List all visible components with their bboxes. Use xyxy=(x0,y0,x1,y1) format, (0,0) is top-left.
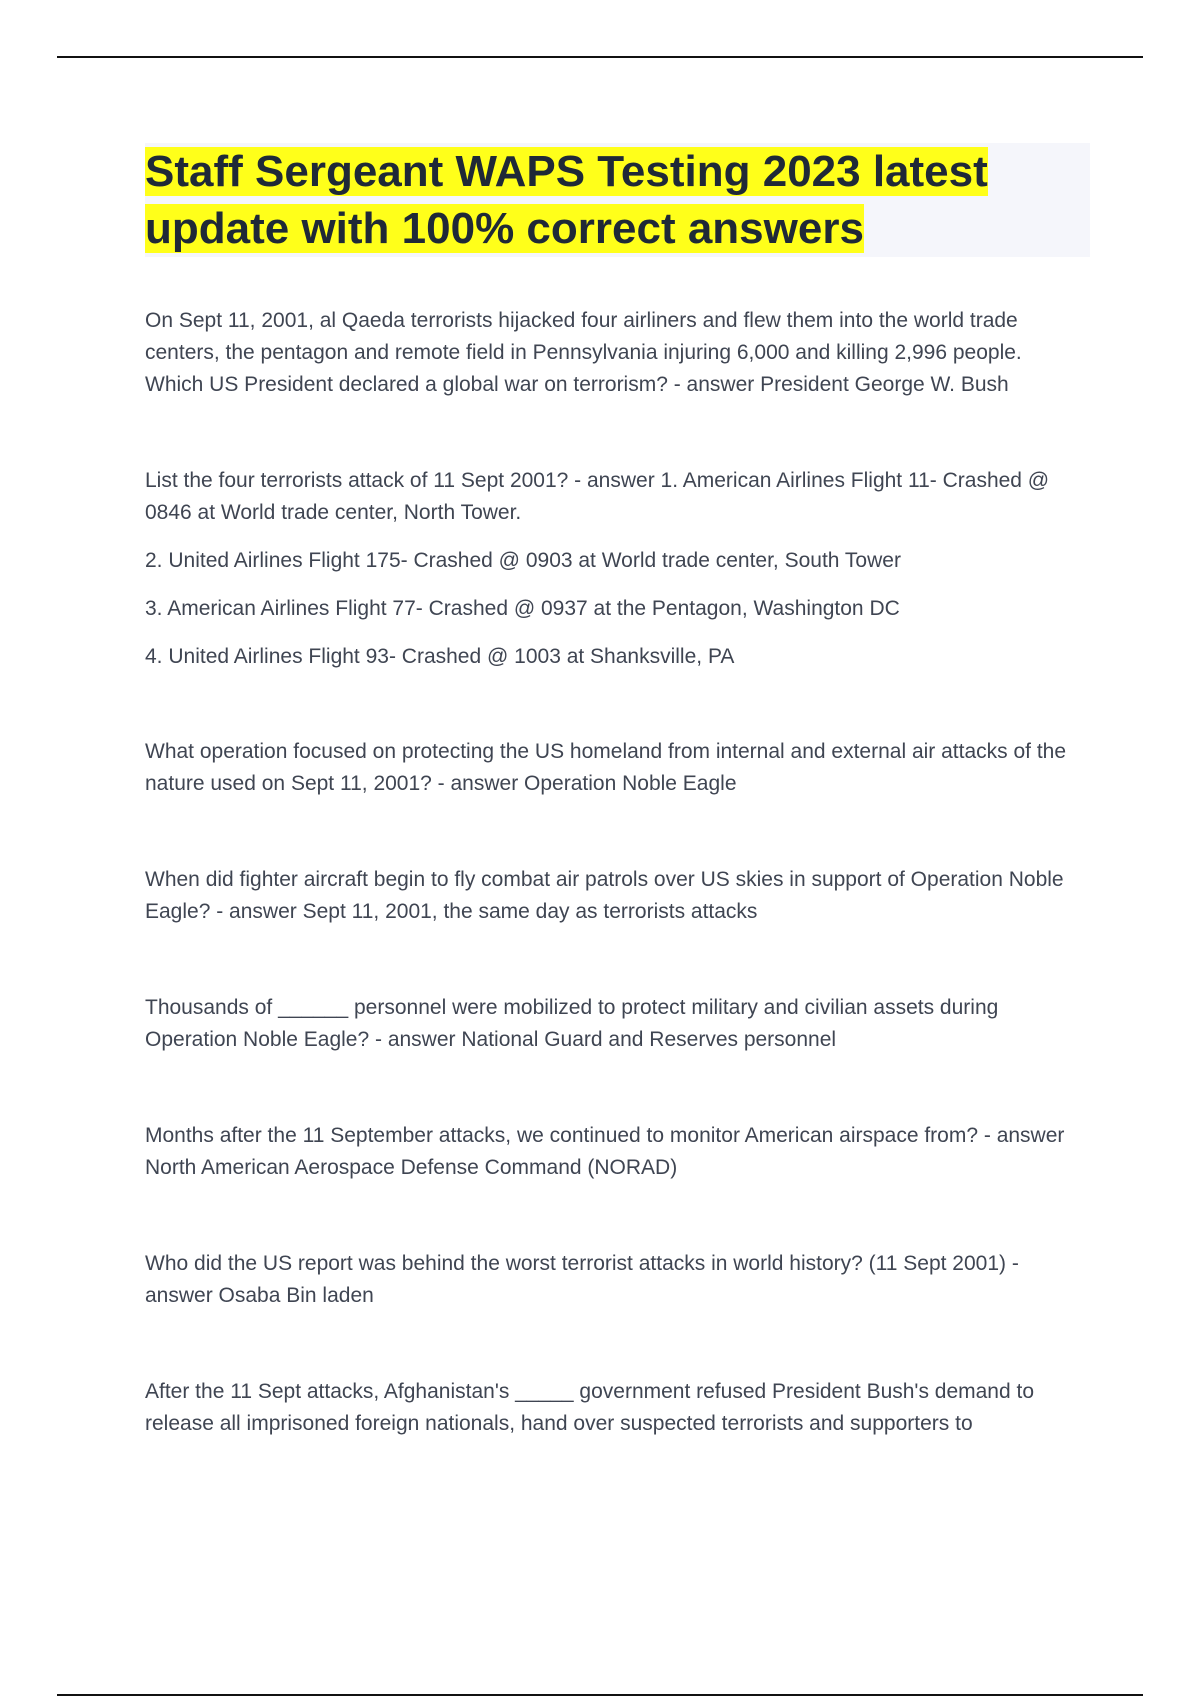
title-block xyxy=(145,143,1090,257)
document-title-highlight: Staff Sergeant WAPS Testing 2023 latest update with 100% correct answers xyxy=(145,147,988,253)
qa-paragraph-4: When did fighter aircraft begin to fly combat air patrols over US skies in support of Operation Noble Eagle? - answer Sept 11, 2001, the same day as terrorists attacks xyxy=(145,868,1064,923)
qa-paragraph-2: List the four terrorists attack of 11 Sept 2001? - answer 1. American Airlines Flight 11- Crashed @ 0846 at World trade center, North Tower. xyxy=(145,469,1050,524)
qa-paragraph-5: Thousands of ______ personnel were mobilized to protect military and civilian assets during Operation Noble Eagle? - answer National Guard and Reserves personnel xyxy=(145,996,999,1051)
qa-paragraph-7: Who did the US report was behind the worst terrorist attacks in world history? (11 Sept 2001) - answer Osaba Bin laden xyxy=(145,1252,1019,1307)
document-title xyxy=(145,143,1090,257)
qa-list-item-4: 4. United Airlines Flight 93- Crashed @ 1003 at Shanksville, PA xyxy=(145,645,735,668)
qa-paragraph-8: After the 11 Sept attacks, Afghanistan's _____ government refused President Bush's demand to release all imprisoned foreign nationals, hand over suspected terrorists and supporters to xyxy=(145,1380,1035,1435)
qa-paragraph-3: What operation focused on protecting the US homeland from internal and external air attacks of the nature used on Sept 11, 2001? - answer Operation Noble Eagle xyxy=(145,740,1067,795)
qa-list-item-2: 2. United Airlines Flight 175- Crashed @ 0903 at World trade center, South Tower xyxy=(145,549,901,572)
qa-paragraph-6: Months after the 11 September attacks, we continued to monitor American airspace from? - answer North American Aerospace Defense Command (NORAD) xyxy=(145,1124,1065,1179)
qa-paragraph-1: On Sept 11, 2001, al Qaeda terrorists hijacked four airliners and flew them into the world trade centers, the pentagon and remote field in Pennsylvania injuring 6,000 and killing 2,996 people. Which US President declared a global war on terrorism? - answer President George W. Bush xyxy=(145,309,1022,396)
top-rule xyxy=(57,56,1143,58)
bottom-rule xyxy=(57,1694,1143,1696)
qa-list-item-3: 3. American Airlines Flight 77- Crashed @ 0937 at the Pentagon, Washington DC xyxy=(145,597,900,620)
